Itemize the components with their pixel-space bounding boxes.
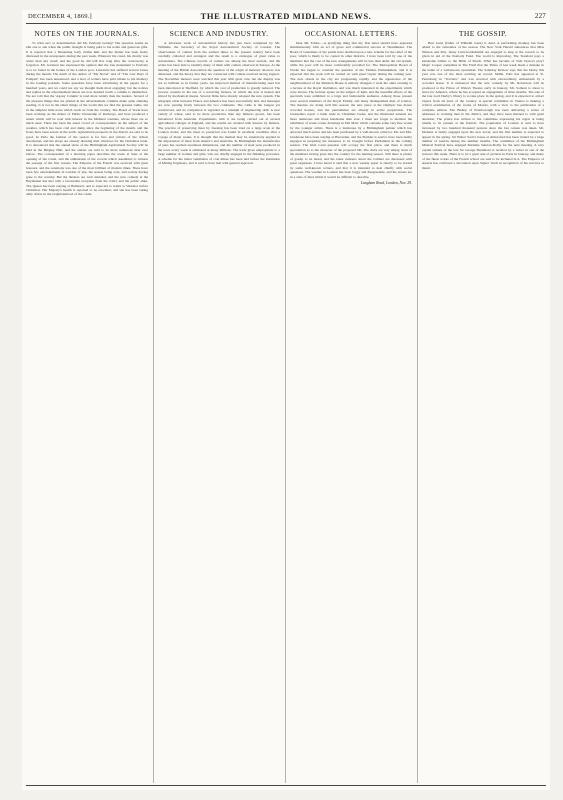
section-body — [422, 41, 544, 170]
column-1 — [26, 27, 148, 783]
masthead — [22, 10, 550, 22]
footer-rule — [26, 785, 546, 786]
section-heading: NOTES ON THE JOURNALS. — [34, 29, 140, 38]
issue-date: DECEMBER 4, 1869.] — [28, 13, 92, 20]
newspaper-page — [22, 10, 550, 790]
section-heading: SCIENCE AND INDUSTRY. — [169, 29, 269, 38]
publication-title: THE ILLUSTRATED MIDLAND NEWS. — [200, 11, 372, 21]
section-body — [158, 41, 280, 166]
article-text: Dear Mr. Editor,—A gratifying thing that my first letter should have appeared simultaneously with an act of grace and commercial success at Westminster. The Board of Guardians of the parish have decided upon a new scheme for the relief of the poor, which is likely to be copied in other districts. I have been told by one of the members that the cost of the new arrangements will be less than under the old system, while the poor will be more comfortably provided for. The Metropolitan Board of Works has begun to consider the question of the Thames Embankment, and it is expected that the work will be carried on with great vigour during the coming year. The new streets in the city are progressing rapidly, and the appearance of the neighbourhood of the Mansion House is entirely changed. I went the other evening to a lecture at the Royal Institution, and was much interested in the experiments which were shown. The lecturer spoke on the subject of light, and the beautiful effects of the spectrum were exhibited to a large and fashionable audience. Among those present were several members of the Royal Family, and many distinguished men of science. The theatres are doing well this season; the new piece at the Olympic has drawn crowded houses, and the pantomimes are already in active preparation. The booksellers report a brisk trade in Christmas books, and the illustrated annuals are more numerous and more handsome than ever. I must not forget to mention the exhibition of water-colour drawings in Pall Mall, which contains some very fine works by the younger artists. There is a landscape by a Birmingham painter which has attracted much notice and has been purchased by a well-known collector. Mr. and Mrs. Gladstone have been staying at Hawarden, and the Premier is said to have been busily engaged in preparing the measures to be brought before Parliament in the coming session. The Irish Land question will occupy the first place, and there is much speculation as to the character of the proposed bill. The clubs are very empty, most of the members having gone into the country for the hunting season. Still there is plenty of gossip to be heard, and the latest rumours about the Cabinet are discussed with great eagerness. I have heard it said that a new weekly paper is shortly to be started by some well-known writers, and that it is intended to deal chiefly with social questions. The weather in London has been foggy and disagreeable, and the streets are in a state of mud which it would be difficult to describe. — [290, 41, 412, 179]
column-divider — [285, 27, 286, 783]
section-heading: THE GOSSIP. — [458, 29, 508, 38]
column-4 — [422, 27, 544, 783]
page-number: 227 — [534, 12, 546, 20]
column-divider — [417, 27, 418, 783]
article-text: To what sect or denomination did Mr. Peabody belong? The question seems an idle one to ask when the public thought is being paid to his noble and generous gifts. It is reported that a Dissenting body claims him, and the matter has been freely discussed in the newspapers during the past week. Whatever his creed, his charity was wider than any creed; and the good he did will live long after the controversy is forgotten. Mr. Garrison has expressed the opinion that the true monument to Peabody is to be found in the homes of the London poor. Literature has suffered several losses during the month. The death of the author of "My Novel" and of "The Last Days of Pompeii" has been announced, and a host of writers have paid tribute to his memory in the leading journals. Some questions have been advertising in the papers for a hundred years, and we could not say we thought them most engaging; but the notices and replies in the advertisement sheets are now deemed worth a column to themselves. We are told that the 'Agony Column' is read more widely than the leaders. Several of the pleasant things that are printed in the advertisement columns make quite amusing reading. It is not in the smart things of the world that we find the greatest truths, but in the simplest little notes which reach us from the country. The Board of Trade have been working on the matter of Public Ownership of Railways, and have produced a return which will be read with interest in the Midland counties, whose lines are so much used. There has been the usual crowd of correspondents on the subject of the weather, which has been cold and damp since the beginning of the month, and the frosts have been severe in the north. Agricultural prospects in the district are said to be good. In Paris the fashion of the season is for furs and velvets of the richest description, and the shops are already dressing their windows for the Christmas trade. It is announced that the annual show of the Birmingham Agricultural Society will be held in the Bingley Hall, and the entries are said to be more numerous than ever before. The correspondent of a morning paper describes the scene at Suez at the opening of the Canal, and the enthusiasm of the crowds which assembled to witness the passage of the first vessels. The Empress of the French was received with great honours, and the ceremony was one of the most brilliant of modern times. There have been few entertainments in London of late, the season being over, and society having gone to the country. But the theatres are well attended, and the new comedy at the Haymarket has met with a favourable reception from the critics and the public alike. The Queen has been staying at Balmoral, and is expected to return to Windsor before Christmas. Her Majesty's health is reported to be excellent, and she has been taking daily drives in the neighbourhood of the castle. — [26, 41, 148, 197]
masthead-rule — [26, 23, 546, 24]
column-3 — [290, 27, 412, 783]
article-text: A laborious work of astronomical history has just been completed by Mr. Williams, the Secretary of the Royal Astronomical Society of London. The observations of comets from the earliest times to the present century have been carefully collected and arranged, and the result is a catalogue of great value to astronomers. The Chinese records of comets are among the most ancient, and the writer has been able to identify many of them with comets observed in Europe. At the meeting of the British Association the question of the origin of meteoric showers was discussed, and the theory that they are connected with comets received strong support. The November meteors were watched this year with great care, but the display was not so brilliant as in former years. An improved method of manufacturing steel has been introduced at Sheffield, by which the cost of production is greatly reduced. The process consists in the use of a revolving furnace, in which the iron is heated and stirred by mechanical means. Several firms have already adopted the new system. The telegraph cable between France and America has been successfully laid, and messages are now passing freely between the two continents. The cable is the longest yet constructed, and its completion is regarded as a triumph of engineering skill. A new variety of wheat, said to be more productive than any hitherto grown, has been introduced from Australia. Experiments with it are being carried out at several agricultural colleges in England, and the results are awaited with interest by farmers. The practice of preserving meat by freezing has been tried on a large scale at the London docks, and the meat so preserved was found in excellent condition after a voyage of many weeks. It is thought that the method may be extensively applied in the importation of meat from America and Australia. In Birmingham the manufacture of pens has reached enormous dimensions, and the number of steel pens produced in the town every week is estimated at many millions. The trade gives employment to a large number of women and girls, who are chiefly engaged in the finishing processes. A scheme for the better ventilation of coal mines has been laid before the Institution of Mining Engineers, and is said to have met with general approval. — [158, 41, 280, 166]
column-2 — [158, 27, 280, 783]
article-text: Herr Ganz (father of Wilhelm Ganz) is dead. A performing monkey has been added to the curiosities of the season. The New York Herald announces that Miss Nilsson and Mrs. Jenny Lind-Goldschmidt are engaged to sing at the concert to be given in aid of the Peabody Fund. The world is improving. The Standard pays a handsome tribute to the Bible of Punch. What has become of Tom Taylor's play? Major Cooper complains in The Field that the Times of last week made a mistake in the name of a well-known sportsman. The Saturday Review says that the Derby this year was one of the most exciting on record. Mdlle. Patti has appeared at St. Petersburg in "Traviata," and was received with extraordinary enthusiasm by a crowded house. It is rumoured that the new comedy by Mr. Robertson will be produced at the Prince of Wales's Theatre early in January. Mr. Sothern is about to leave for America, where he has accepted an engagement of three months. The sale of the late Lord Derby's library is to take place in the spring, and it is expected to attract buyers from all parts of the country. A special committee in Vienna is making a critical examination of the works of Mozart, with a view to the publication of a complete edition. The Bishop of Peterborough has been delivering a series of addresses to working men in the district, and they have been listened to with great attention. The prince has written to the committee expressing his regret at being unable to be present at the festival. The population of London is said to have increased by two hundred thousand persons since the last census was taken. Mr. Dickens is busily engaged upon his new novel, and the first number is expected to appear in the spring. Sir Walter Scott's house at Abbotsford has been visited by a large number of tourists during the summer months. The committee of the Birmingham Musical Festival have engaged Madame Sainton-Dolby for the next meeting. A very capital remark of the late Sir George Beaumont is recalled by a writer in one of the reviews this week. There is to be a great sale of pictures in Paris in January, and many of the finest works of the French school are said to be included in it. The Emperor of Austria has conferred a decoration upon Signor Verdi in recognition of his services to music. — [422, 41, 544, 170]
column-divider — [153, 27, 154, 783]
section-body — [26, 41, 148, 197]
section-body — [290, 41, 412, 179]
letter-signature: Langham Road, London, Nov. 29. — [360, 181, 412, 186]
section-heading: OCCASIONAL LETTERS. — [304, 29, 398, 38]
